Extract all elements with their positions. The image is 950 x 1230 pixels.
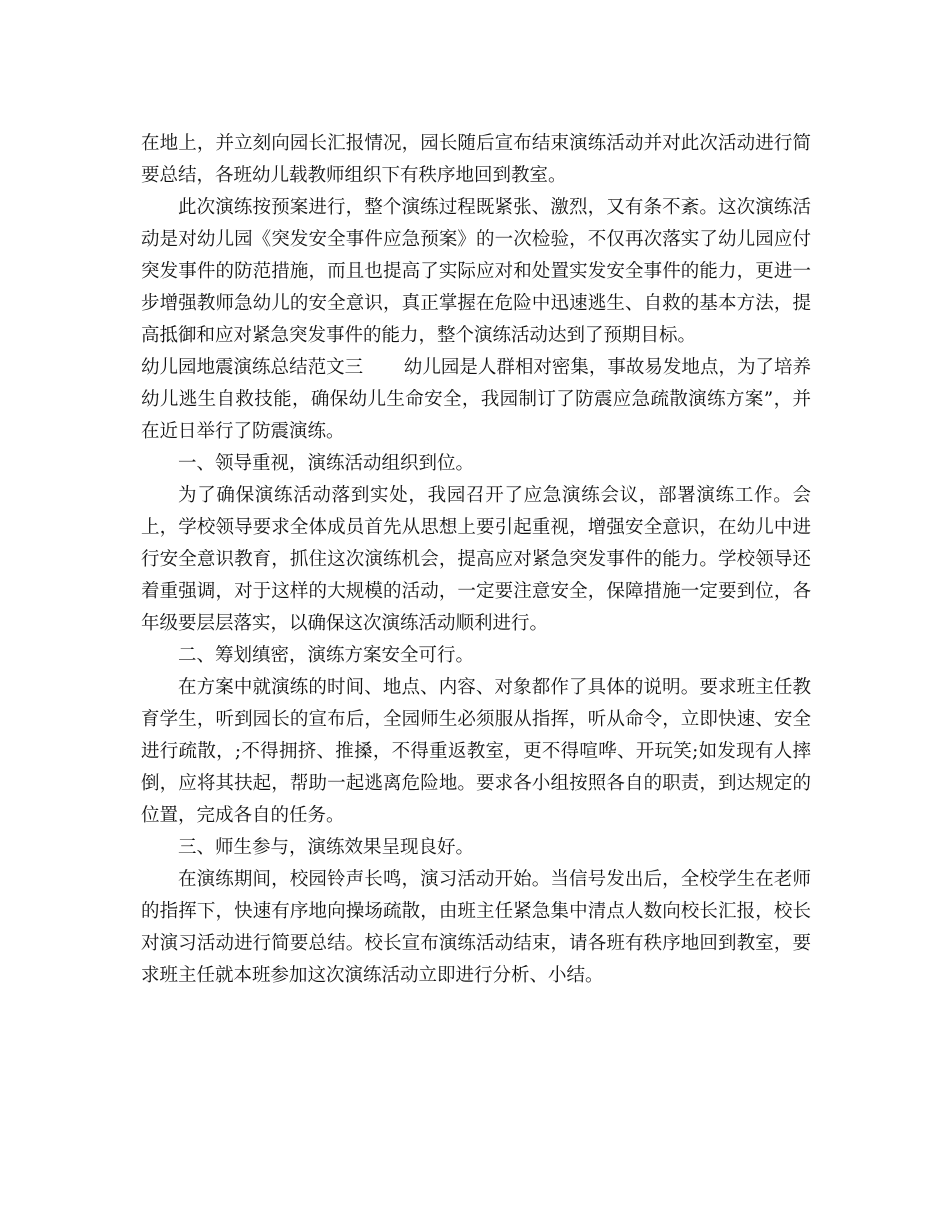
section-intro: 幼儿园是人群相对密集，事故易发地点，为了培养幼儿逃生自救技能，确保幼儿生命安全，我园制订了防震应急疏散演练方案”，并在近日举行了防震演练。 xyxy=(141,357,811,442)
section-paragraph xyxy=(141,352,811,448)
document-body xyxy=(141,128,811,992)
paragraph-two: 在方案中就演练的时间、地点、内容、对象都作了具体的说明。要求班主任教育学生，听到园长的宣布后，全园师生必须服从指挥，听从命令，立即快速、安全进行疏散，;不得拥挤、推搡，不得重返教室，更不得喧哗、开玩笑;如发现有人摔倒，应将其扶起，帮助一起逃离危险地。要求各小组按照各自的职责，到达规定的位置，完成各自的任务。 xyxy=(141,677,811,826)
heading-one: 一、领导重视，演练活动组织到位。 xyxy=(178,453,475,474)
section-title: 幼儿园地震演练总结范文三 xyxy=(141,357,364,378)
heading-two: 二、筹划缜密，演练方案安全可行。 xyxy=(178,645,475,666)
paragraph-three: 在演练期间，校园铃声长鸣，演习活动开始。当信号发出后，全校学生在老师的指挥下，快速有序地向操场疏散，由班主任紧急集中清点人数向校长汇报，校长对演习活动进行简要总结。校长宣布演练活动结束，请各班有秩序地回到教室，要求班主任就本班参加这次演练活动立即进行分析、小结。 xyxy=(141,869,811,986)
paragraph-one: 为了确保演练活动落到实处，我园召开了应急演练会议，部署演练工作。会上，学校领导要求全体成员首先从思想上要引起重视，增强安全意识，在幼儿中进行安全意识教育，抓住这次演练机会，提高应对紧急突发事件的能力。学校领导还着重强调，对于这样的大规模的活动，一定要注意安全，保障措施一定要到位，各年级要层层落实，以确保这次演练活动顺利进行。 xyxy=(141,485,811,634)
paragraph-continuation: 在地上，并立刻向园长汇报情况，园长随后宣布结束演练活动并对此次活动进行简要总结，各班幼儿载教师组织下有秩序地回到教室。 xyxy=(141,133,811,186)
heading-three: 三、师生参与，演练效果呈现良好。 xyxy=(178,837,475,858)
paragraph-summary: 此次演练按预案进行，整个演练过程既紧张、激烈，又有条不紊。这次演练活动是对幼儿园《突发安全事件应急预案》的一次检验，不仅再次落实了幼儿园应付突发事件的防范措施，而且也提高了实际应对和处置实发安全事件的能力，更进一步增强教师急幼儿的安全意识，真正掌握在危险中迅速逃生、自救的基本方法，提高抵御和应对紧急突发事件的能力，整个演练活动达到了预期目标。 xyxy=(141,197,811,346)
